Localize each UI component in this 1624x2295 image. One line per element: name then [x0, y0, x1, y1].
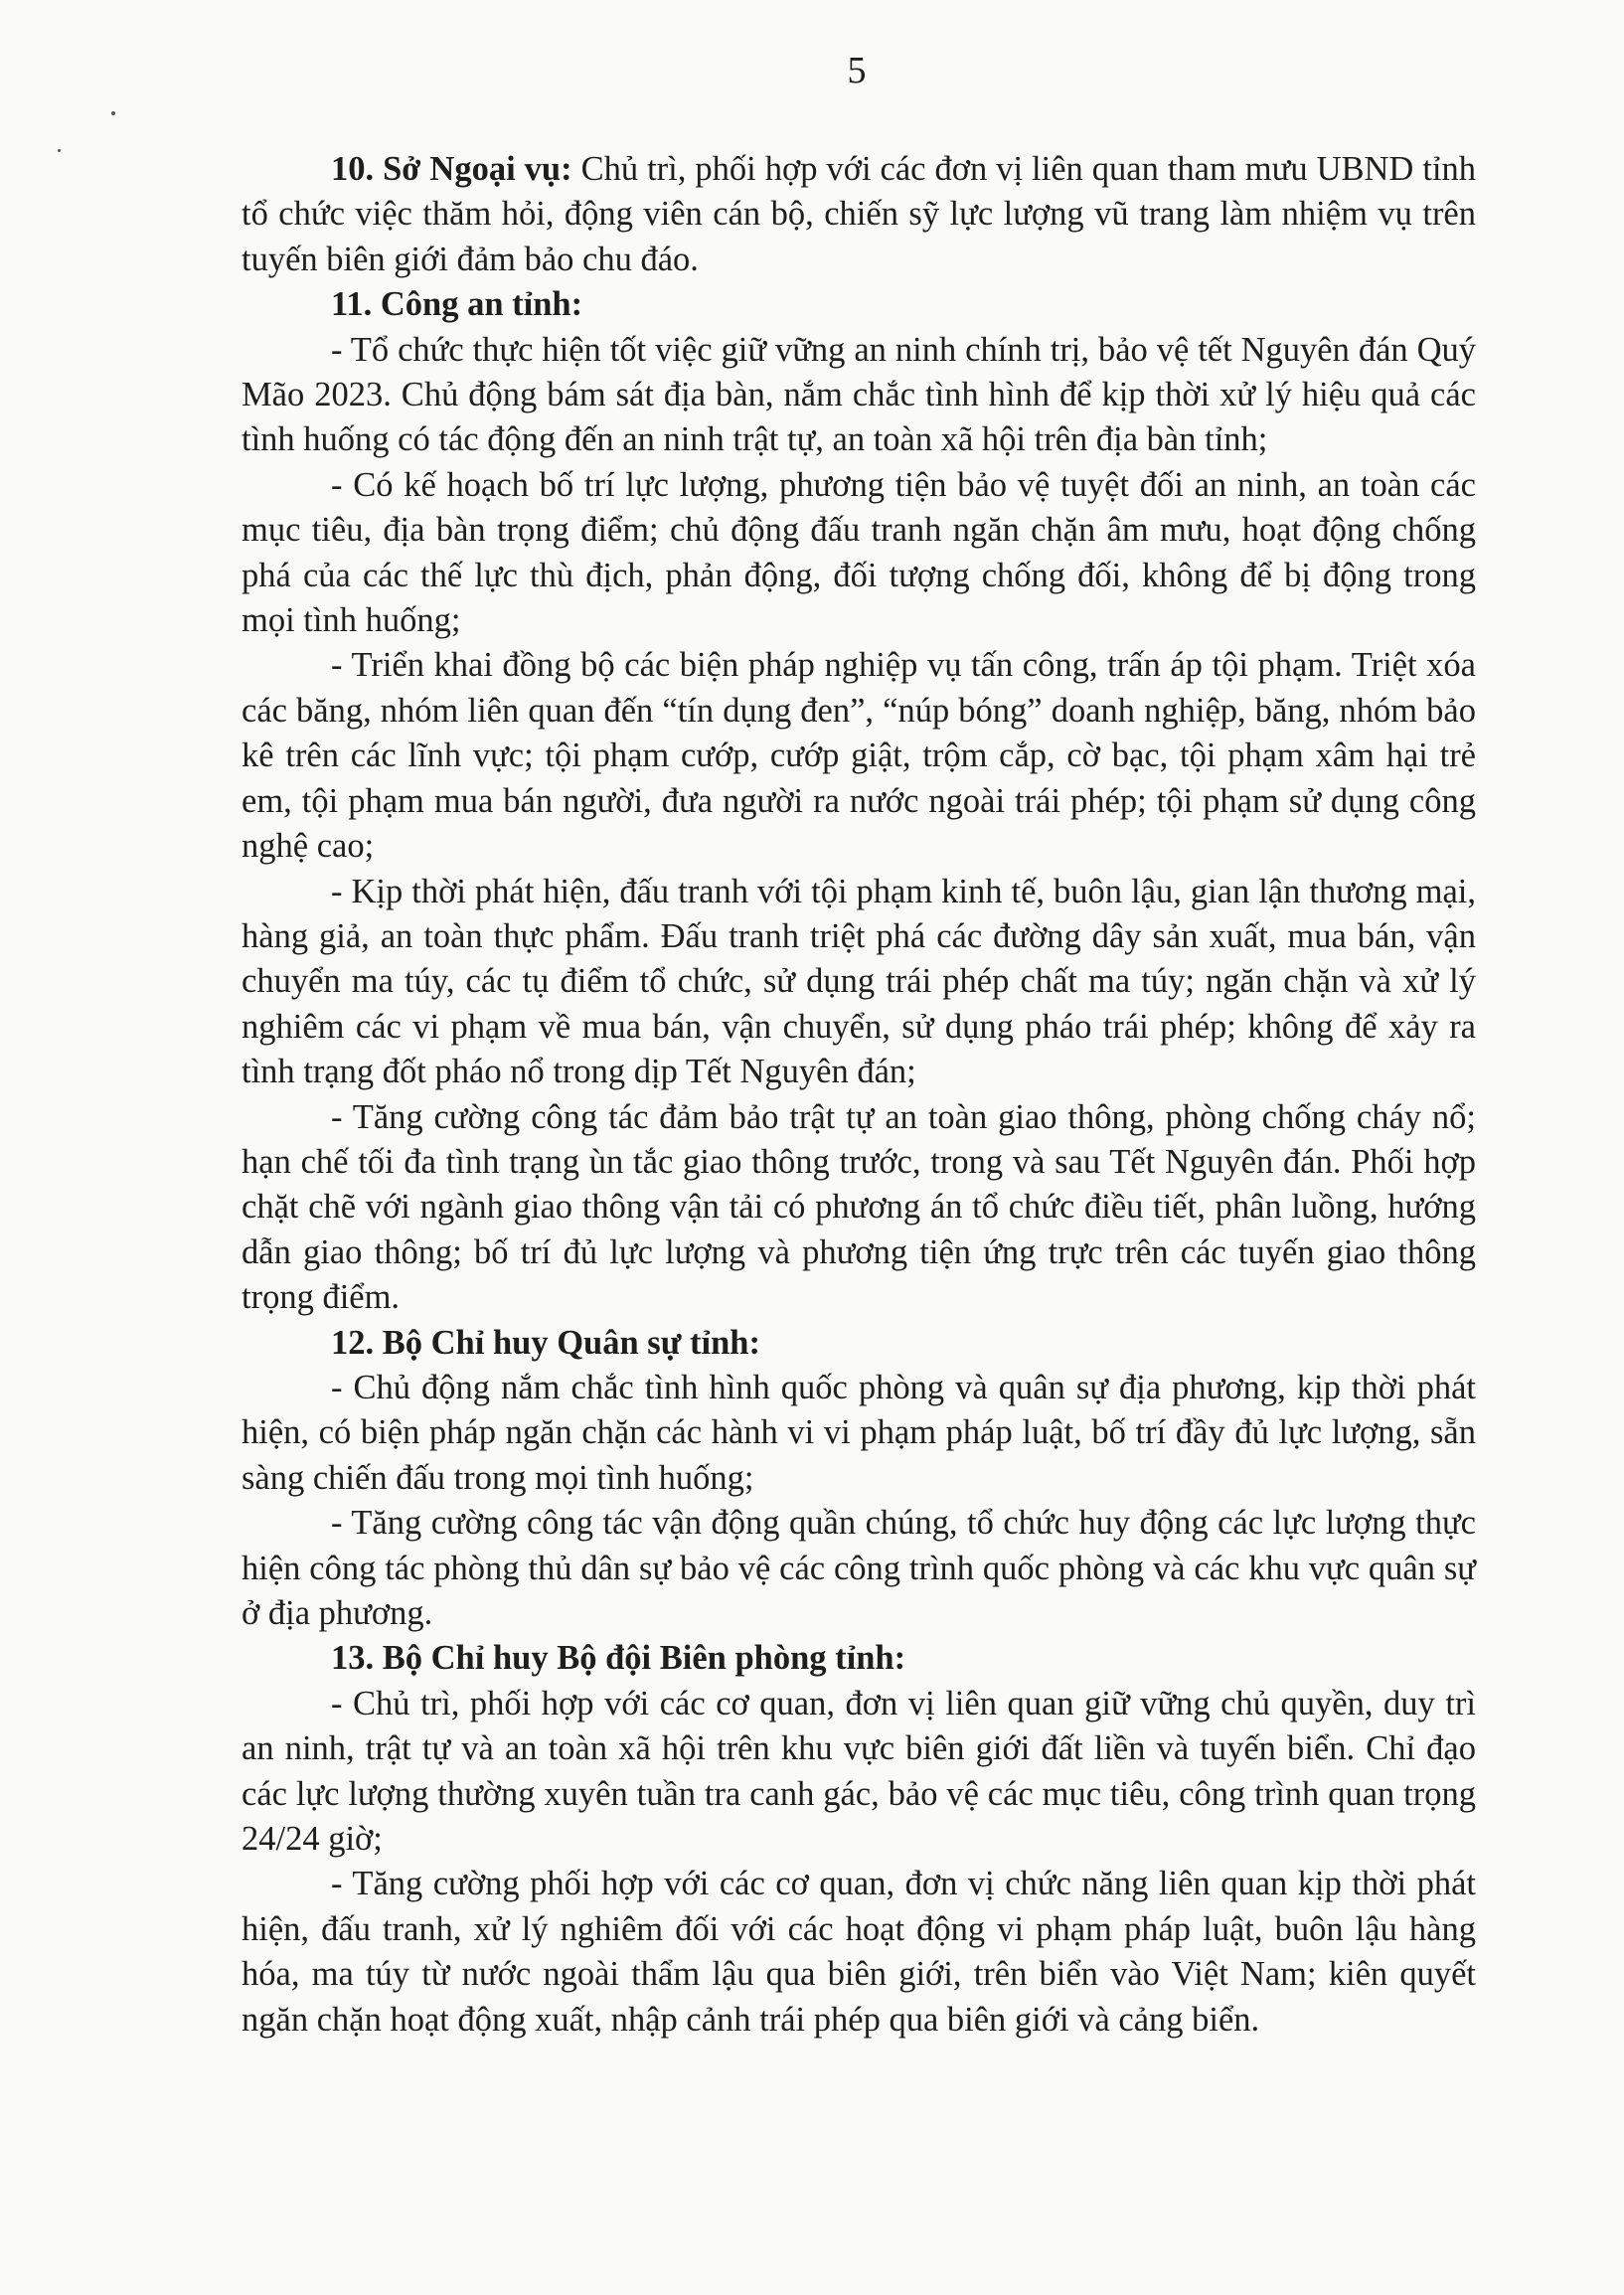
section-11-item: - Triển khai đồng bộ các biện pháp nghiệp vụ tấn công, trấn áp tội phạm. Triệt xóa các băng, nhóm liên quan đến “tín dụng đen”, “núp bóng” doanh nghiệp, băng, nhóm bảo kê trên các lĩnh vực; tội phạm cướp, cướp giật, trộm cắp, cờ bạc, tội phạm xâm hại trẻ em, tội phạm mua bán người, đưa người ra nước ngoài trái phép; tội phạm sử dụng công nghệ cao;: [242, 646, 1476, 866]
section-11-item: - Tổ chức thực hiện tốt việc giữ vững an ninh chính trị, bảo vệ tết Nguyên đán Quý Mão 2023. Chủ động bám sát địa bàn, nắm chắc tình hình để kịp thời xử lý hiệu quả các tình huống có tác động đến an ninh trật tự, an toàn xã hội trên địa bàn tỉnh;: [242, 330, 1476, 459]
page-number: 5: [847, 50, 867, 91]
scan-speck: [58, 149, 61, 152]
section-12-title: 12. Bộ Chỉ huy Quân sự tỉnh:: [331, 1323, 760, 1362]
section-11-item: - Tăng cường công tác đảm bảo trật tự an toàn giao thông, phòng chống cháy nổ; hạn chế tối đa tình trạng ùn tắc giao thông trước, trong và sau Tết Nguyên đán. Phối hợp chặt chẽ với ngành giao thông vận tải có phương án tổ chức điều tiết, phân luồng, hướng dẫn giao thông; bố trí đủ lực lượng và phương tiện ứng trực trên các tuyến giao thông trọng điểm.: [242, 1097, 1476, 1317]
section-13-title: 13. Bộ Chỉ huy Bộ đội Biên phòng tỉnh:: [331, 1639, 906, 1678]
section-10-title: 10. Sở Ngoại vụ:: [331, 150, 572, 188]
section-12-item: - Chủ động nắm chắc tình hình quốc phòng và quân sự địa phương, kịp thời phát hiện, có biện pháp ngăn chặn các hành vi vi phạm pháp luật, bố trí đầy đủ lực lượng, sẵn sàng chiến đấu trong mọi tình huống;: [242, 1368, 1476, 1497]
section-11-item: - Có kế hoạch bố trí lực lượng, phương tiện bảo vệ tuyệt đối an ninh, an toàn các mục tiêu, địa bàn trọng điểm; chủ động đấu tranh ngăn chặn âm mưu, hoạt động chống phá của các thế lực thù địch, phản động, đối tượng chống đối, không để bị động trong mọi tình huống;: [242, 465, 1476, 640]
section-12-item: - Tăng cường công tác vận động quần chúng, tổ chức huy động các lực lượng thực hiện công tác phòng thủ dân sự bảo vệ các công trình quốc phòng và các khu vực quân sự ở địa phương.: [242, 1504, 1476, 1632]
section-11-item: - Kịp thời phát hiện, đấu tranh với tội phạm kinh tế, buôn lậu, gian lận thương mại, hàng giả, an toàn thực phẩm. Đấu tranh triệt phá các đường dây sản xuất, mua bán, vận chuyển ma túy, các tụ điểm tổ chức, sử dụng trái phép chất ma túy; ngăn chặn và xử lý nghiêm các vi phạm về mua bán, vận chuyển, sử dụng pháo trái phép; không để xảy ra tình trạng đốt pháo nổ trong dịp Tết Nguyên đán;: [242, 872, 1476, 1091]
section-13-item: - Tăng cường phối hợp với các cơ quan, đơn vị chức năng liên quan kịp thời phát hiện, đấu tranh, xử lý nghiêm đối với các hoạt động vi phạm pháp luật, buôn lậu hàng hóa, ma túy từ nước ngoài thẩm lậu qua biên giới, trên biển vào Việt Nam; kiên quyết ngăn chặn hoạt động xuất, nhập cảnh trái phép qua biên giới và cảng biển.: [242, 1865, 1476, 2039]
section-13-item: - Chủ trì, phối hợp với các cơ quan, đơn vị liên quan giữ vững chủ quyền, duy trì an ninh, trật tự và an toàn xã hội trên khu vực biên giới đất liền và tuyến biển. Chỉ đạo các lực lượng thường xuyên tuần tra canh gác, bảo vệ các mục tiêu, công trình quan trọng 24/24 giờ;: [242, 1684, 1476, 1859]
section-11-title: 11. Công an tỉnh:: [331, 285, 583, 324]
document-body: [242, 147, 1476, 2043]
section-10-text: Chủ trì, phối hợp với các đơn vị liên quan tham mưu UBND tỉnh tổ chức việc thăm hỏi, động viên cán bộ, chiến sỹ lực lượng vũ trang làm nhiệm vụ trên tuyến biên giới đảm bảo chu đáo.: [242, 150, 1477, 278]
scan-speck: [111, 111, 115, 115]
section-10: [242, 147, 1476, 282]
